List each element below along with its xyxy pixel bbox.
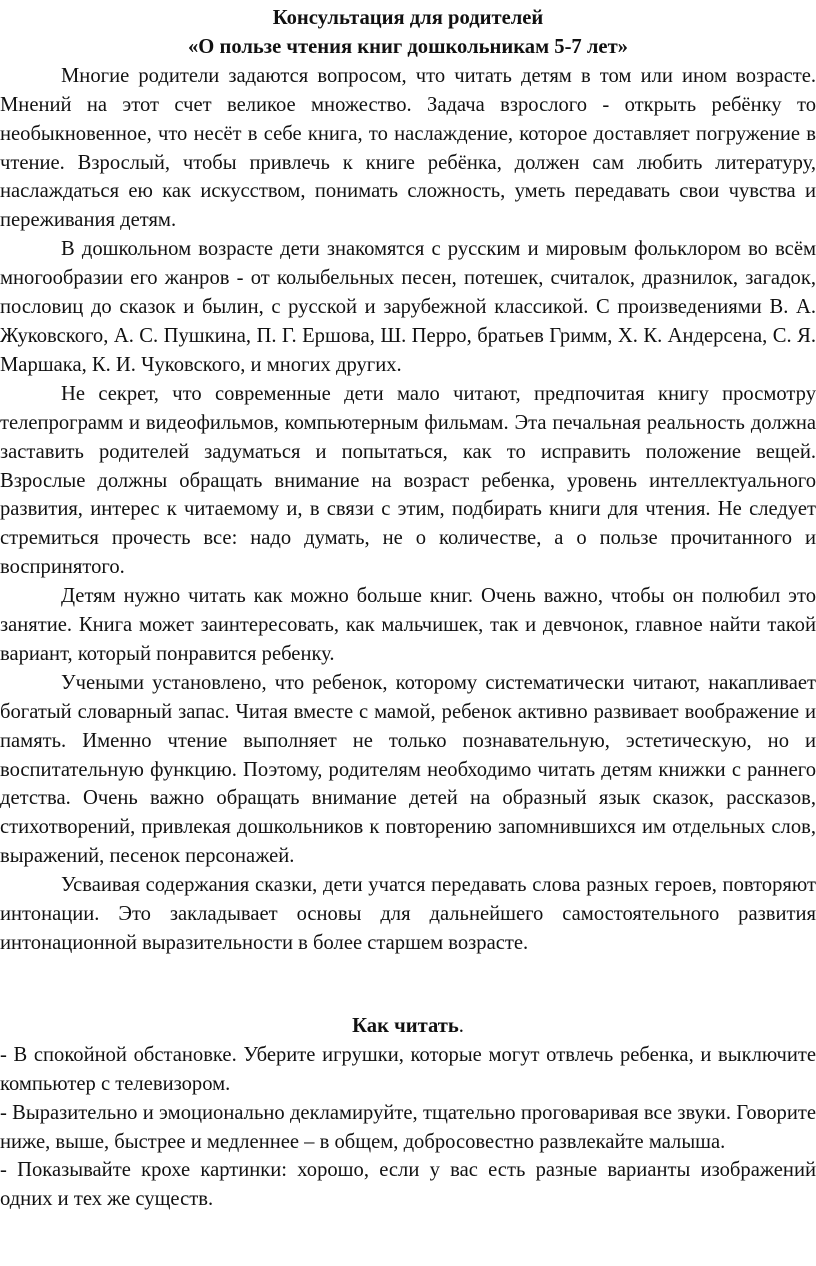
paragraph-5: Учеными установлено, что ребенок, которому систематически читают, накапливает богатый словарный запас. Читая вместе с мамой, ребенок активно развивает воображение и память. Именно чтение выполняет не только познавательную, эстетическую, но и воспитательную функцию. Поэтому, родителям необходимо читать детям книжки с раннего детства. Очень важно обращать внимание детей на образный язык сказок, рассказов, стихотворений, привлекая дошкольников к повторению запомнившихся им отдельных слов, выражений, песенок персонажей. — [0, 671, 816, 868]
section-spacer — [0, 958, 816, 1012]
bullet-item-3: - Показывайте крохе картинки: хорошо, если у вас есть разные варианты изображений одних и тех же существ. — [0, 1159, 816, 1211]
section-heading-period: . — [458, 1014, 464, 1037]
bullet-item-2: - Выразительно и эмоционально декламируйте, тщательно проговаривая все звуки. Говорите ниже, выше, быстрее и медленнее – в общем, добросовестно развлекайте малыша. — [0, 1101, 816, 1153]
bullet-item-1: - В спокойной обстановке. Уберите игрушки, которые могут отвлечь ребенка, и выключите компьютер с телевизором. — [0, 1043, 816, 1095]
paragraph-3: Не секрет, что современные дети мало читают, предпочитая книгу просмотру телепрограмм и видеофильмов, компьютерным фильмам. Эта печальная реальность должна заставить родителей задуматься и попытаться, как то исправить положение вещей. Взрослые должны обращать внимание на возраст ребенка, уровень интеллектуального развития, интерес к читаемому и, в связи с этим, подбирать книги для чтения. Не следует стремиться прочесть все: надо думать, не о количестве, а о пользе прочитанного и воспринятого. — [0, 382, 816, 579]
paragraph-6: Усваивая содержания сказки, дети учатся передавать слова разных героев, повторяют интонации. Это закладывает основы для дальнейшего самостоятельного развития интонационной выразительности в более старшем возрасте. — [0, 874, 816, 954]
paragraph-1: Многие родители задаются вопросом, что читать детям в том или ином возрасте. Мнений на этот счет великое множество. Задача взрослого - открыть ребёнку то необыкновенное, что несёт в себе книга, то наслаждение, которое доставляет погружение в чтение. Взрослый, чтобы привлечь к книге ребёнка, должен сам любить литературу, наслаждаться ею как искусством, понимать сложность, уметь передавать свои чувства и переживания детям. — [0, 64, 816, 232]
document-title-line-1: Консультация для родителей — [272, 7, 544, 29]
section-heading-text: Как читать — [352, 1014, 459, 1037]
section-heading — [0, 1012, 816, 1041]
paragraph-2: В дошкольном возрасте дети знакомятся с русским и мировым фольклором во всём многообразии его жанров - от колыбельных песен, потешек, считалок, дразнилок, загадок, пословиц до сказок и былин, с русской и зарубежной классикой. С произведениями В. А. Жуковского, А. С. Пушкина, П. Г. Ершова, Ш. Перро, братьев Гримм, Х. К. Андерсена, С. Я. Маршака, К. И. Чуковского, и многих других. — [0, 238, 816, 376]
document-title-line-2: «О пользе чтения книг дошкольникам 5-7 лет» — [188, 35, 628, 58]
paragraph-4: Детям нужно читать как можно больше книг. Очень важно, чтобы он полюбил это занятие. Книга может заинтересовать, как мальчишек, так и девчонок, главное найти такой вариант, который понравится ребенку. — [0, 585, 816, 665]
